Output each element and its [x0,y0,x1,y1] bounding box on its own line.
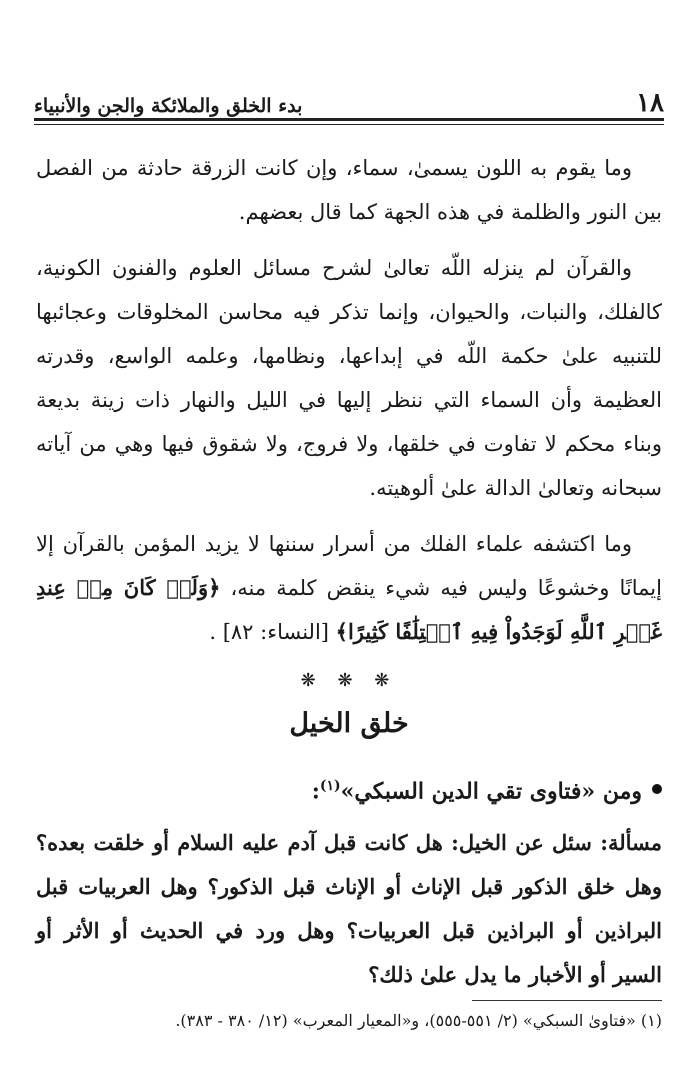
paragraph-2: والقرآن لم ينزله اللّه تعالىٰ لشرح مسائل العلوم والفنون الكونية، كالفلك، والنبات، والحيوان، وإنما تذكر فيه محاسن المخلوقات وعجائبها للتنبيه علىٰ حكمة اللّه في إبداعها، ونظامها، وعلمه الواسع، وقدرته العظيمة وأن السماء التي ننظر إليها في الليل والنهار ذات زينة بديعة وبناء محكم لا تفاوت في خلقها، ولا فروج، ولا شقوق فيها وهي من آياته سبحانه وتعالىٰ الدالة علىٰ ألوهيته. [36,256,662,500]
header-rule-thin [34,124,664,125]
bullet-icon [652,784,662,794]
page-body [36,146,662,997]
source-name: ومن «فتاوى تقي الدين السبكي» [340,778,642,805]
footnote-marker: (١) [319,778,341,794]
source-colon: : [311,778,320,805]
footnote: (١) «فتاوىٰ السبكي» (٢/ ٥٥١-٥٥٥)، و«المعيار المعرب» (١٢/ ٣٨٠ - ٣٨٣). [175,1011,662,1030]
page-header [34,74,664,116]
running-title: بدء الخلق والملائكة والجن والأنبياء [34,95,303,117]
source-line [36,764,662,813]
question-block [36,821,662,997]
paragraph-3-text: وما اكتشفه علماء الفلك من أسرار سننها لا يزيد المؤمن بالقرآن إلا إيمانًا وخشوعًا وليس فيه شيء ينقض كلمة منه، [36,532,662,600]
paragraph-1: وما يقوم به اللون يسمىٰ، سماء، وإن كانت الزرقة حادثة من الفصل بين النور والظلمة في هذه الجهة كما قال بعضهم. [36,156,662,224]
question-text: مسألة: سئل عن الخيل: هل كانت قبل آدم عليه السلام أو خلقت بعده؟ وهل خلق الذكور قبل الإناث أو الإناث قبل الذكور؟ وهل العربيات قبل البراذين أو البراذين قبل العربيات؟ وهل ورد في الحديث أو الأثر أو السير أو الأخبار ما يدل علىٰ ذلك؟ [36,830,662,988]
page-number: ١٨ [636,88,664,118]
header-rule-thick [34,118,664,121]
verse-reference: [النساء: ٨٢] . [209,620,329,644]
footnote-rule [472,1000,662,1001]
quran-verse: ﴿وَلَوۡ كَانَ مِنۡ عِندِ غَيۡرِ ٱللَّهِ لَوَجَدُواْ فِيهِ ٱخۡتِلَٰفًا كَثِيرًا﴾ [36,575,662,644]
section-title: خلق الخيل [289,708,409,739]
paragraph-3 [36,522,662,654]
section-separator: ❋ ❋ ❋ [300,670,398,691]
